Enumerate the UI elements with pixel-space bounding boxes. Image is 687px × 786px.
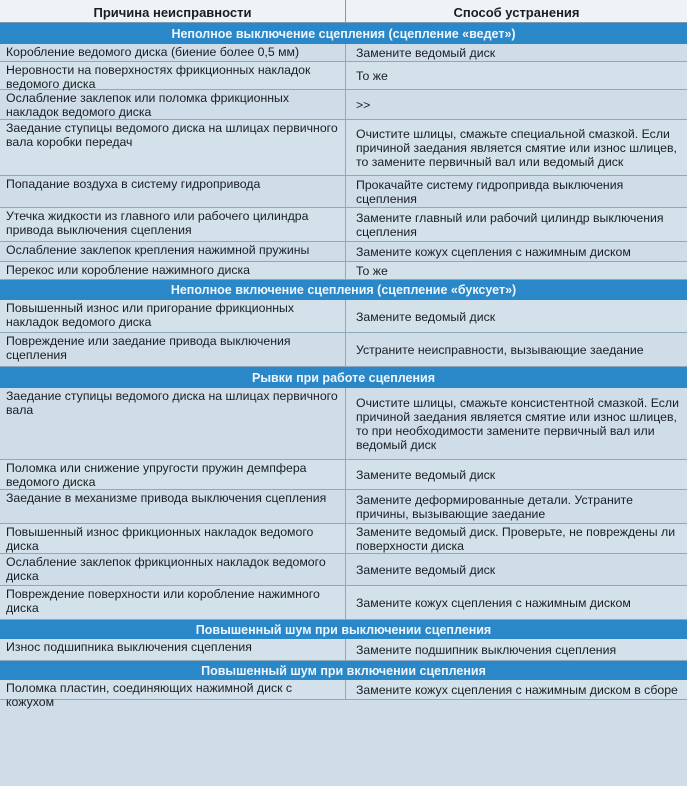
- remedy-cell: Замените ведомый диск: [356, 563, 496, 577]
- cause-cell: Заедание ступицы ведомого диска на шлицах первичного вала коробки передач: [0, 120, 346, 175]
- remedy-cell: Прокачайте систему гидропривда выключения сцепления: [356, 178, 624, 206]
- remedy-cell: Замените главный или рабочий цилиндр выключения сцепления: [356, 211, 664, 239]
- table-row: [0, 586, 687, 620]
- cause-cell: Попадание воздуха в систему гидропривода: [0, 176, 346, 207]
- remedy-cell: Очистите шлицы, смажьте специальной смазкой. Если причиной заедания является смятие или износ шлицев, то замените первичный вал или ведомый диск: [356, 127, 677, 169]
- section-title: Неполное выключение сцепления (сцепление «ведет»): [0, 23, 687, 44]
- table-row: [0, 333, 687, 367]
- table-row: [0, 388, 687, 460]
- table-row: [0, 262, 687, 280]
- cause-cell: Коробление ведомого диска (биение более 0,5 мм): [0, 44, 346, 61]
- cause-cell: Повреждение поверхности или коробление нажимного диска: [0, 586, 346, 619]
- cause-cell: Повреждение или заедание привода выключения сцепления: [0, 333, 346, 366]
- table-row: [0, 120, 687, 176]
- table-row: [0, 639, 687, 661]
- table-row: [0, 62, 687, 90]
- remedy-cell: Замените ведомый диск. Проверьте, не повреждены ли поверхности диска: [356, 525, 676, 553]
- cause-cell: Повышенный износ или пригорание фрикционных накладок ведомого диска: [0, 300, 346, 332]
- table-row: [0, 524, 687, 554]
- cause-cell: Износ подшипника выключения сцепления: [0, 639, 346, 660]
- table-row: [0, 460, 687, 490]
- cause-cell: Поломка пластин, соединяющих нажимной диск с кожухом: [0, 680, 346, 699]
- remedy-column-header: Способ устранения: [453, 5, 580, 20]
- cause-cell: Заедание ступицы ведомого диска на шлицах первичного вала: [0, 388, 346, 459]
- cause-column-header: Причина неисправности: [0, 0, 346, 22]
- table-row: [0, 176, 687, 208]
- section-title: Рывки при работе сцепления: [0, 367, 687, 388]
- table-row: [0, 680, 687, 709]
- cause-cell: Неровности на поверхностях фрикционных накладок ведомого диска: [0, 62, 346, 89]
- cause-cell: Заедание в механизме привода выключения сцепления: [0, 490, 346, 523]
- table-row: [0, 490, 687, 524]
- remedy-cell: Замените ведомый диск: [356, 309, 496, 324]
- section-title: Неполное включение сцепления (сцепление «буксует»): [0, 280, 687, 300]
- table-row: [0, 208, 687, 242]
- cause-cell: Поломка или снижение упругости пружин демпфера ведомого диска: [0, 460, 346, 489]
- cause-cell: Утечка жидкости из главного или рабочего цилиндра привода выключения сцепления: [0, 208, 346, 241]
- remedy-cell: >>: [356, 98, 371, 112]
- remedy-cell: Замените кожух сцепления с нажимным диском: [356, 245, 631, 259]
- remedy-cell: Устраните неисправности, вызывающие заедание: [356, 343, 644, 357]
- table-row: [0, 242, 687, 262]
- table-row: [0, 90, 687, 120]
- cause-cell: Ослабление заклепок или поломка фрикционных накладок ведомого диска: [0, 90, 346, 119]
- cause-cell: Повышенный износ фрикционных накладок ведомого диска: [0, 524, 346, 553]
- remedy-cell: Замените кожух сцепления с нажимным диском: [356, 596, 631, 610]
- table-header: [0, 0, 687, 23]
- cause-cell: Перекос или коробление нажимного диска: [0, 262, 346, 279]
- remedy-cell: Замените ведомый диск: [356, 46, 496, 60]
- table-row: [0, 44, 687, 62]
- remedy-cell: Замените кожух сцепления с нажимным диском в сборе: [356, 683, 678, 697]
- table-row: [0, 300, 687, 333]
- section-title: Повышенный шум при включении сцепления: [0, 661, 687, 680]
- section-title: Повышенный шум при выключении сцепления: [0, 620, 687, 639]
- cause-cell: Ослабление заклепок фрикционных накладок ведомого диска: [0, 554, 346, 585]
- remedy-cell: То же: [356, 69, 388, 83]
- remedy-cell: Замените деформированные детали. Устраните причины, вызывающие заедание: [356, 493, 633, 521]
- remedy-cell: Замените подшипник выключения сцепления: [356, 643, 617, 657]
- cause-cell: Ослабление заклепок крепления нажимной пружины: [0, 242, 346, 261]
- remedy-cell: Очистите шлицы, смажьте консистентной смазкой. Если причиной заедания является смятие или износ шлицев, то при необходимости замените первичный вал или ведомый диск: [356, 396, 679, 452]
- table-body: [0, 23, 687, 709]
- table-row: [0, 554, 687, 586]
- remedy-cell: Замените ведомый диск: [356, 468, 496, 482]
- remedy-cell: То же: [356, 264, 388, 278]
